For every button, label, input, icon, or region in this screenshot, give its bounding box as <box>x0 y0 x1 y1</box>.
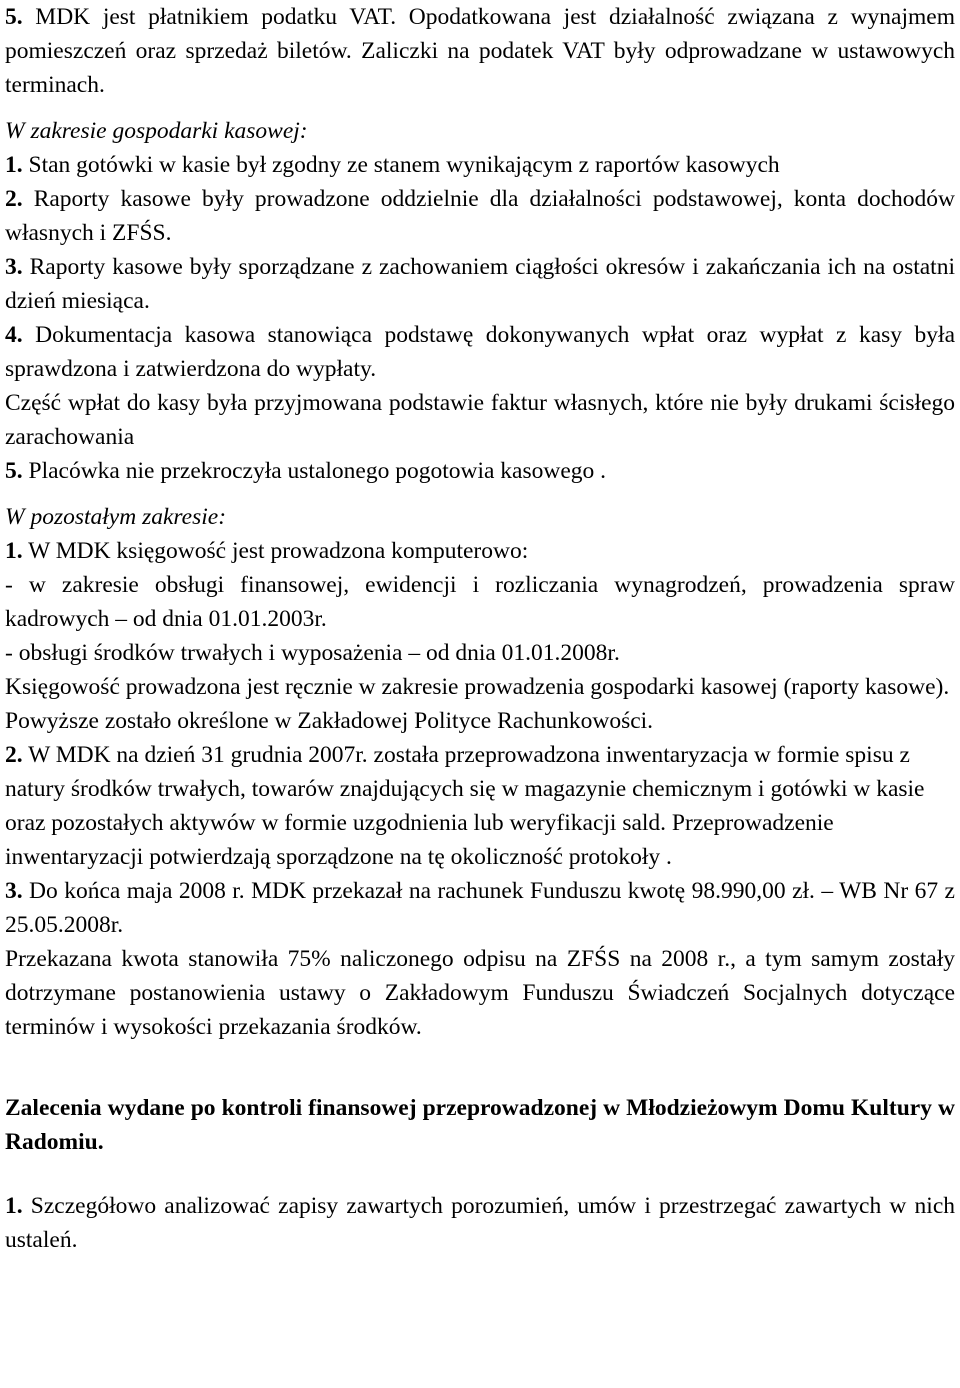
paragraph-text: Do końca maja 2008 r. MDK przekazał na rachunek Funduszu kwotę 98.990,00 zł. – WB Nr 67 z 25.05.2008r. <box>5 878 955 938</box>
paragraph-text: Placówka nie przekroczyła ustalonego pogotowia kasowego . <box>22 458 607 484</box>
other-item-1-line-4: Powyższe zostało określone w Zakładowej Polityce Rachunkowości. <box>5 708 654 734</box>
paragraph-text: Raporty kasowe były prowadzone oddzielnie dla działalności podstawowej, konta dochodów własnych i ZFŚS. <box>5 186 955 246</box>
item-number: 1. <box>5 1193 23 1219</box>
item-number: 2. <box>5 186 23 212</box>
item-number: 2. <box>5 742 23 768</box>
cash-item-3 <box>5 250 955 318</box>
cash-item-5 <box>5 454 955 488</box>
item-number: 4. <box>5 322 23 348</box>
paragraph-text: Dokumentacja kasowa stanowiąca podstawę dokonywanych wpłat oraz wypłat z kasy była sprawdzona i zatwierdzona do wypłaty. <box>5 322 955 382</box>
other-item-3 <box>5 874 955 942</box>
item-number: 1. <box>5 538 23 564</box>
item-number: 5. <box>5 458 23 484</box>
cash-item-1 <box>5 148 955 182</box>
cash-item-2 <box>5 182 955 250</box>
other-heading: W pozostałym zakresie: <box>5 504 227 530</box>
item-number: 3. <box>5 254 23 280</box>
paragraph-text: Stan gotówki w kasie był zgodny ze stanem wynikającym z raportów kasowych <box>22 152 780 178</box>
paragraph-text: MDK jest płatnikiem podatku VAT. Opodatkowana jest działalność związana z wynajmem pomieszczeń oraz sprzedaż biletów. Zaliczki na podatek VAT były odprowadzane w ustawowych terminach. <box>5 4 955 98</box>
item-number: 3. <box>5 878 23 904</box>
other-item-2 <box>5 738 955 874</box>
paragraph-text: Raporty kasowe były sporządzane z zachowaniem ciągłości okresów i zakańczania ich na ostatni dzień miesiąca. <box>5 254 955 314</box>
vat-paragraph <box>5 0 955 102</box>
paragraph-text: W MDK na dzień 31 grudnia 2007r. została przeprowadzona inwentaryzacja w formie spisu z natury środków trwałych, towarów znajdujących się w magazynie chemicznym i gotówki w kasie oraz pozostałych aktywów w formie uzgodnienia lub weryfikacji sald. Przeprowadzenie inwentaryzacji potwierdzają sporządzone na tę okoliczność protokoły . <box>5 742 925 870</box>
cash-heading: W zakresie gospodarki kasowej: <box>5 118 308 144</box>
document-page <box>5 0 955 1257</box>
item-number: 1. <box>5 152 23 178</box>
paragraph-text: W MDK księgowość jest prowadzona komputerowo: <box>22 538 529 564</box>
cash-item-4 <box>5 318 955 386</box>
item-number: 5. <box>5 4 23 30</box>
other-item-1-line-2: - obsługi środków trwałych i wyposażenia – od dnia 01.01.2008r. <box>5 640 620 666</box>
paragraph-text: Szczegółowo analizować zapisy zawartych porozumień, umów i przestrzegać zawartych w nich ustaleń. <box>5 1193 955 1253</box>
recommendation-item-1 <box>5 1189 955 1257</box>
other-item-1 <box>5 534 955 568</box>
other-item-1-line-3: Księgowość prowadzona jest ręcznie w zakresie prowadzenia gospodarki kasowej (raporty kasowe). <box>5 674 950 700</box>
other-item-3-line-2: Przekazana kwota stanowiła 75% naliczonego odpisu na ZFŚS na 2008 r., a tym samym zostały dotrzymane postanowienia ustawy o Zakładowym Funduszu Świadczeń Socjalnych dotyczące terminów i wysokości przekazania środków. <box>5 946 955 1040</box>
recommendations-title: Zalecenia wydane po kontroli finansowej przeprowadzonej w Młodzieżowym Domu Kultury w Radomiu. <box>5 1095 955 1155</box>
cash-note: Część wpłat do kasy była przyjmowana podstawie faktur własnych, które nie były drukami ścisłego zarachowania <box>5 390 955 450</box>
other-item-1-line-1: - w zakresie obsługi finansowej, ewidencji i rozliczania wynagrodzeń, prowadzenia spraw kadrowych – od dnia 01.01.2003r. <box>5 572 955 632</box>
